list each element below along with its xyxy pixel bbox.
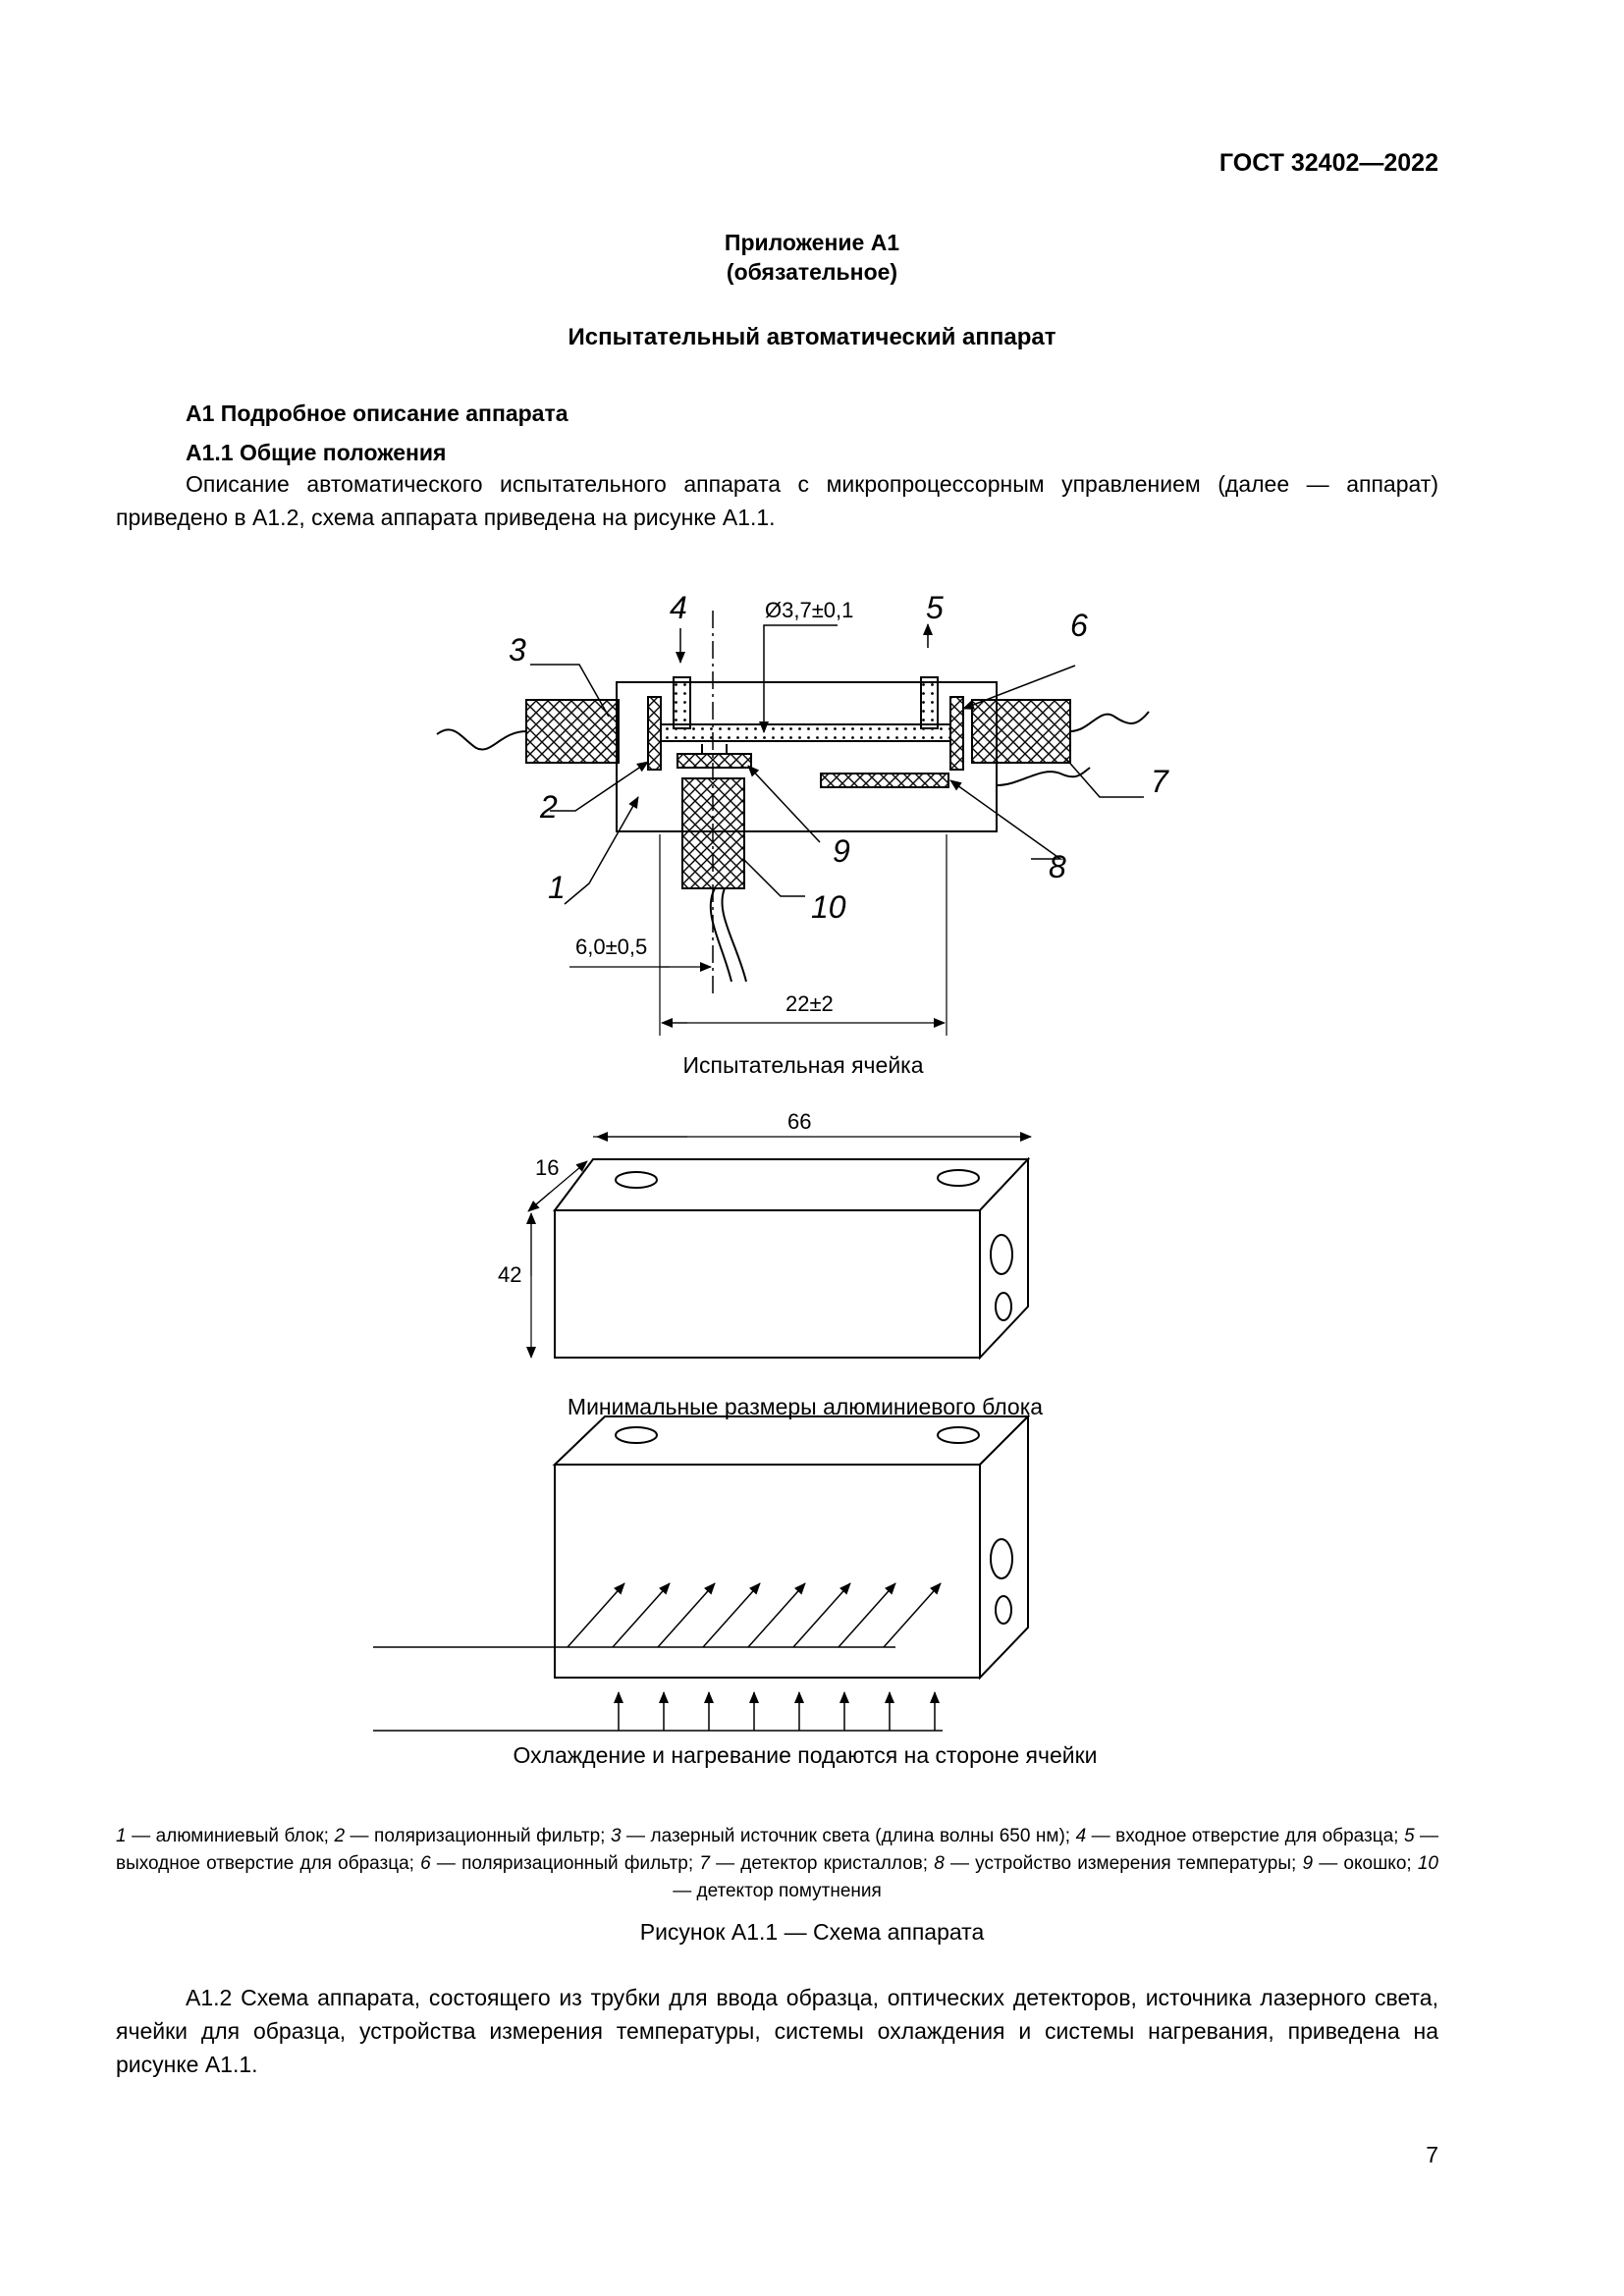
label-1: 1 bbox=[548, 870, 566, 905]
label-7: 7 bbox=[1151, 764, 1168, 799]
legend-text: — детектор кристаллов; bbox=[709, 1853, 935, 1874]
document-id: ГОСТ 32402—2022 bbox=[1218, 149, 1438, 177]
legend-number: 7 bbox=[699, 1853, 710, 1874]
page-number: 7 bbox=[1426, 2142, 1438, 2167]
crystal-detector bbox=[972, 700, 1070, 763]
legend-text: — лазерный источник света (длина волны 650 нм); bbox=[621, 1826, 1076, 1846]
legend-text: — алюминиевый блок; bbox=[126, 1826, 335, 1846]
legend-number: 9 bbox=[1302, 1853, 1314, 1874]
legend-number: 6 bbox=[420, 1853, 431, 1874]
legend-text: — поляризационный фильтр; bbox=[430, 1853, 700, 1874]
dim-width: 22±2 bbox=[785, 991, 834, 1016]
figure-legend bbox=[116, 1823, 1438, 1905]
legend-number: 2 bbox=[334, 1826, 346, 1846]
label-4: 4 bbox=[670, 590, 687, 625]
polarizing-filter-right bbox=[950, 697, 963, 770]
subsection-a1: А1 Подробное описание аппарата bbox=[186, 400, 568, 426]
dim-offset: 6,0±0,5 bbox=[575, 934, 648, 959]
cooling-heating-diagram bbox=[373, 1416, 1028, 1731]
paragraph-a1-2 bbox=[116, 1981, 1438, 2081]
label-9: 9 bbox=[833, 833, 850, 869]
legend-number: 1 bbox=[116, 1826, 127, 1846]
legend-text: — входное отверстие для образца; bbox=[1086, 1826, 1404, 1846]
legend-number: 3 bbox=[610, 1826, 622, 1846]
label-8: 8 bbox=[1049, 849, 1066, 884]
block2-top-face bbox=[555, 1416, 1028, 1465]
cell-caption: Испытательная ячейка bbox=[682, 1052, 924, 1078]
temperature-sensor bbox=[821, 774, 948, 787]
block-front-face bbox=[555, 1210, 980, 1358]
dim-length: 66 bbox=[787, 1109, 812, 1134]
dim-depth: 16 bbox=[535, 1155, 560, 1180]
legend-text: — устройство измерения температуры; bbox=[944, 1853, 1303, 1874]
legend-text: — выходное отверстие для образца; bbox=[116, 1826, 1439, 1874]
outlet-tube bbox=[921, 677, 938, 728]
label-10: 10 bbox=[811, 889, 846, 925]
label-3: 3 bbox=[509, 632, 526, 667]
legend-number: 10 bbox=[1417, 1853, 1438, 1874]
cooling-caption: Охлаждение и нагревание подаются на стороне ячейки bbox=[513, 1742, 1098, 1768]
label-5: 5 bbox=[926, 590, 944, 625]
paragraph-intro-text: Описание автоматического испытательного аппарата с микропроцессорным управлением (далее — аппарат) приведено в А1.2, схема аппарата приведена на рисунке А1.1. bbox=[116, 471, 1438, 530]
legend-text: — детектор помутнения bbox=[673, 1881, 882, 1901]
appendix-status: (обязательное) bbox=[726, 259, 898, 285]
polarizing-filter-left bbox=[648, 697, 661, 770]
legend-number: 8 bbox=[934, 1853, 945, 1874]
cell-labels bbox=[509, 590, 1169, 1016]
block-dimensions-diagram bbox=[528, 1137, 1031, 1358]
label-6: 6 bbox=[1070, 608, 1088, 643]
laser-cable bbox=[437, 729, 526, 749]
legend-number: 4 bbox=[1075, 1826, 1087, 1846]
appendix-title: Приложение А1 bbox=[724, 230, 900, 255]
paragraph-a1-2-text: А1.2 Схема аппарата, состоящего из трубки для ввода образца, оптических детекторов, источника лазерного света, ячейки для образца, устройства измерения температуры, системы охлаждения и системы нагревания, приведена на рисунке А1.1. bbox=[116, 1985, 1438, 2077]
dim-diameter: Ø3,7±0,1 bbox=[765, 598, 854, 622]
sample-channel bbox=[661, 724, 950, 741]
turbidity-cable-a bbox=[711, 888, 731, 982]
section-title: Испытательный автоматический аппарат bbox=[568, 324, 1056, 350]
figure-title: Рисунок А1.1 — Схема аппарата bbox=[639, 1919, 985, 1945]
subsection-a1-1: А1.1 Общие положения bbox=[186, 440, 447, 465]
vertical-flow-arrows bbox=[619, 1692, 935, 1731]
turbidity-cable-b bbox=[722, 888, 746, 982]
legend-number: 5 bbox=[1403, 1826, 1415, 1846]
dim-height: 42 bbox=[498, 1262, 522, 1287]
block-caption: Минимальные размеры алюминиевого блока bbox=[567, 1394, 1044, 1419]
window bbox=[677, 754, 751, 768]
inlet-tube bbox=[674, 677, 690, 728]
crystal-detector-cable bbox=[1070, 712, 1149, 731]
label-2: 2 bbox=[540, 789, 558, 825]
legend-text: — окошко; bbox=[1313, 1853, 1418, 1874]
legend-text: — поляризационный фильтр; bbox=[345, 1826, 611, 1846]
block2-front-face bbox=[555, 1465, 980, 1678]
